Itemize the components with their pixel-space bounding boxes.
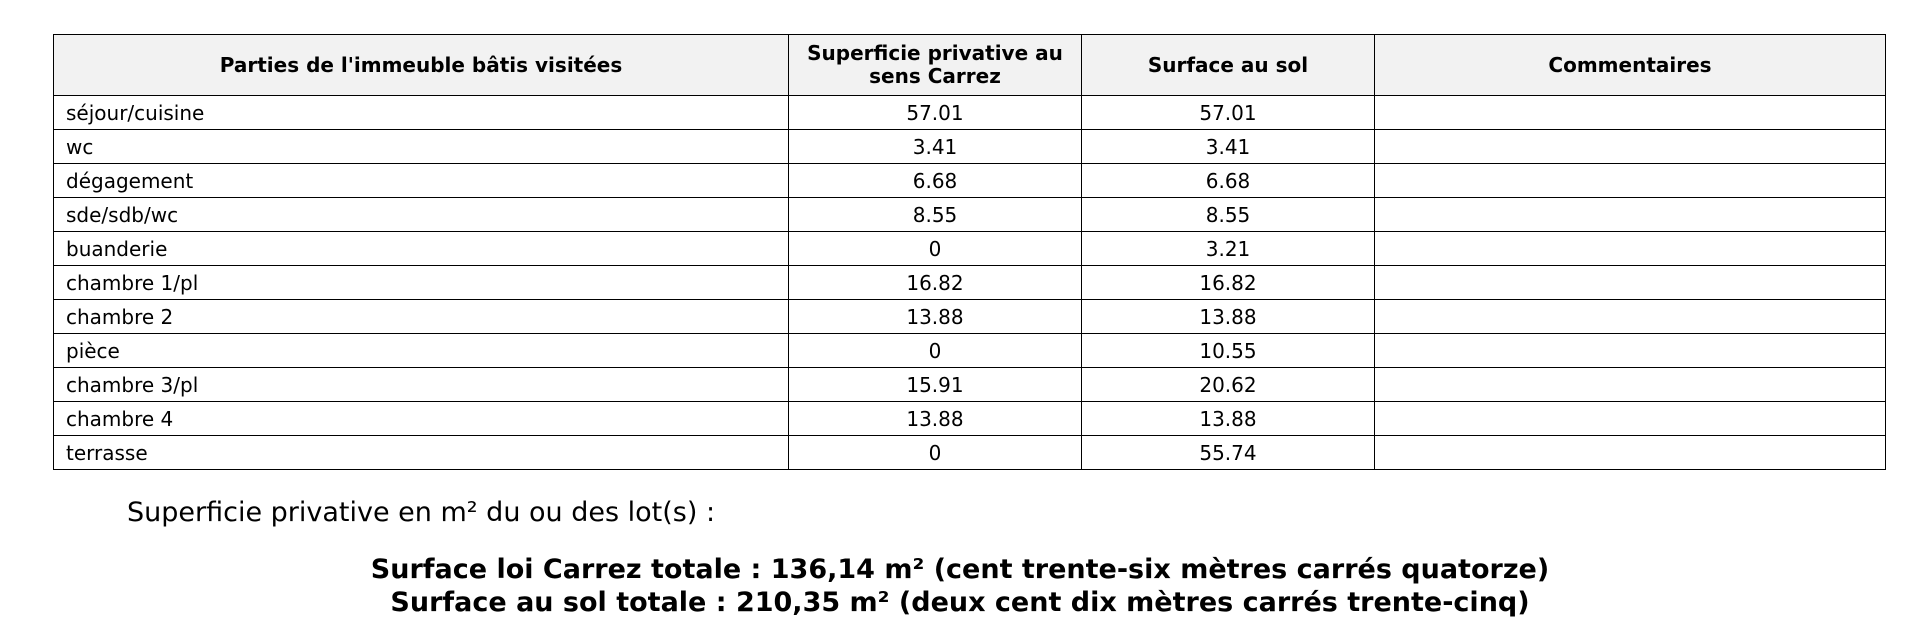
- carrez-cell: 15.91: [789, 368, 1082, 402]
- table-header-row: [54, 35, 1886, 96]
- comment-cell: [1375, 402, 1886, 436]
- surface-table-container: [53, 34, 1885, 470]
- carrez-cell: 13.88: [789, 402, 1082, 436]
- table-row: [54, 96, 1886, 130]
- carrez-cell: 57.01: [789, 96, 1082, 130]
- header-comments: Commentaires: [1375, 35, 1886, 96]
- room-cell: terrasse: [54, 436, 789, 470]
- comment-cell: [1375, 368, 1886, 402]
- carrez-cell: 6.68: [789, 164, 1082, 198]
- floor-area-cell: 16.82: [1082, 266, 1375, 300]
- carrez-cell: 16.82: [789, 266, 1082, 300]
- comment-cell: [1375, 334, 1886, 368]
- table-row: [54, 368, 1886, 402]
- comment-cell: [1375, 198, 1886, 232]
- carrez-cell: 3.41: [789, 130, 1082, 164]
- header-carrez: Superficie privative au sens Carrez: [789, 35, 1082, 96]
- total-floor-area: Surface au sol totale : 210,35 m² (deux cent dix mètres carrés trente-cinq): [390, 587, 1530, 618]
- comment-cell: [1375, 232, 1886, 266]
- floor-area-cell: 13.88: [1082, 300, 1375, 334]
- comment-cell: [1375, 130, 1886, 164]
- carrez-cell: 0: [789, 232, 1082, 266]
- summary-intro: Superficie privative en m² du ou des lot(s) :: [127, 497, 716, 528]
- floor-area-cell: 3.41: [1082, 130, 1375, 164]
- table-row: [54, 130, 1886, 164]
- comment-cell: [1375, 164, 1886, 198]
- room-cell: séjour/cuisine: [54, 96, 789, 130]
- carrez-cell: 0: [789, 436, 1082, 470]
- table-row: [54, 164, 1886, 198]
- total-carrez: Surface loi Carrez totale : 136,14 m² (cent trente-six mètres carrés quatorze): [370, 554, 1550, 585]
- comment-cell: [1375, 96, 1886, 130]
- carrez-cell: 8.55: [789, 198, 1082, 232]
- header-floor-area: Surface au sol: [1082, 35, 1375, 96]
- room-cell: chambre 2: [54, 300, 789, 334]
- table-row: [54, 232, 1886, 266]
- table-row: [54, 266, 1886, 300]
- floor-area-cell: 10.55: [1082, 334, 1375, 368]
- floor-area-cell: 57.01: [1082, 96, 1375, 130]
- header-rooms: Parties de l'immeuble bâtis visitées: [54, 35, 789, 96]
- table-row: [54, 300, 1886, 334]
- table-row: [54, 198, 1886, 232]
- floor-area-cell: 8.55: [1082, 198, 1375, 232]
- room-cell: pièce: [54, 334, 789, 368]
- room-cell: chambre 1/pl: [54, 266, 789, 300]
- comment-cell: [1375, 436, 1886, 470]
- table-row: [54, 334, 1886, 368]
- table-row: [54, 436, 1886, 470]
- floor-area-cell: 6.68: [1082, 164, 1375, 198]
- floor-area-cell: 13.88: [1082, 402, 1375, 436]
- room-cell: chambre 4: [54, 402, 789, 436]
- comment-cell: [1375, 300, 1886, 334]
- room-cell: sde/sdb/wc: [54, 198, 789, 232]
- room-cell: buanderie: [54, 232, 789, 266]
- totals-block: [0, 553, 1920, 619]
- surface-table: [53, 34, 1886, 470]
- room-cell: chambre 3/pl: [54, 368, 789, 402]
- room-cell: dégagement: [54, 164, 789, 198]
- table-row: [54, 402, 1886, 436]
- carrez-cell: 0: [789, 334, 1082, 368]
- floor-area-cell: 55.74: [1082, 436, 1375, 470]
- carrez-cell: 13.88: [789, 300, 1082, 334]
- floor-area-cell: 3.21: [1082, 232, 1375, 266]
- room-cell: wc: [54, 130, 789, 164]
- floor-area-cell: 20.62: [1082, 368, 1375, 402]
- comment-cell: [1375, 266, 1886, 300]
